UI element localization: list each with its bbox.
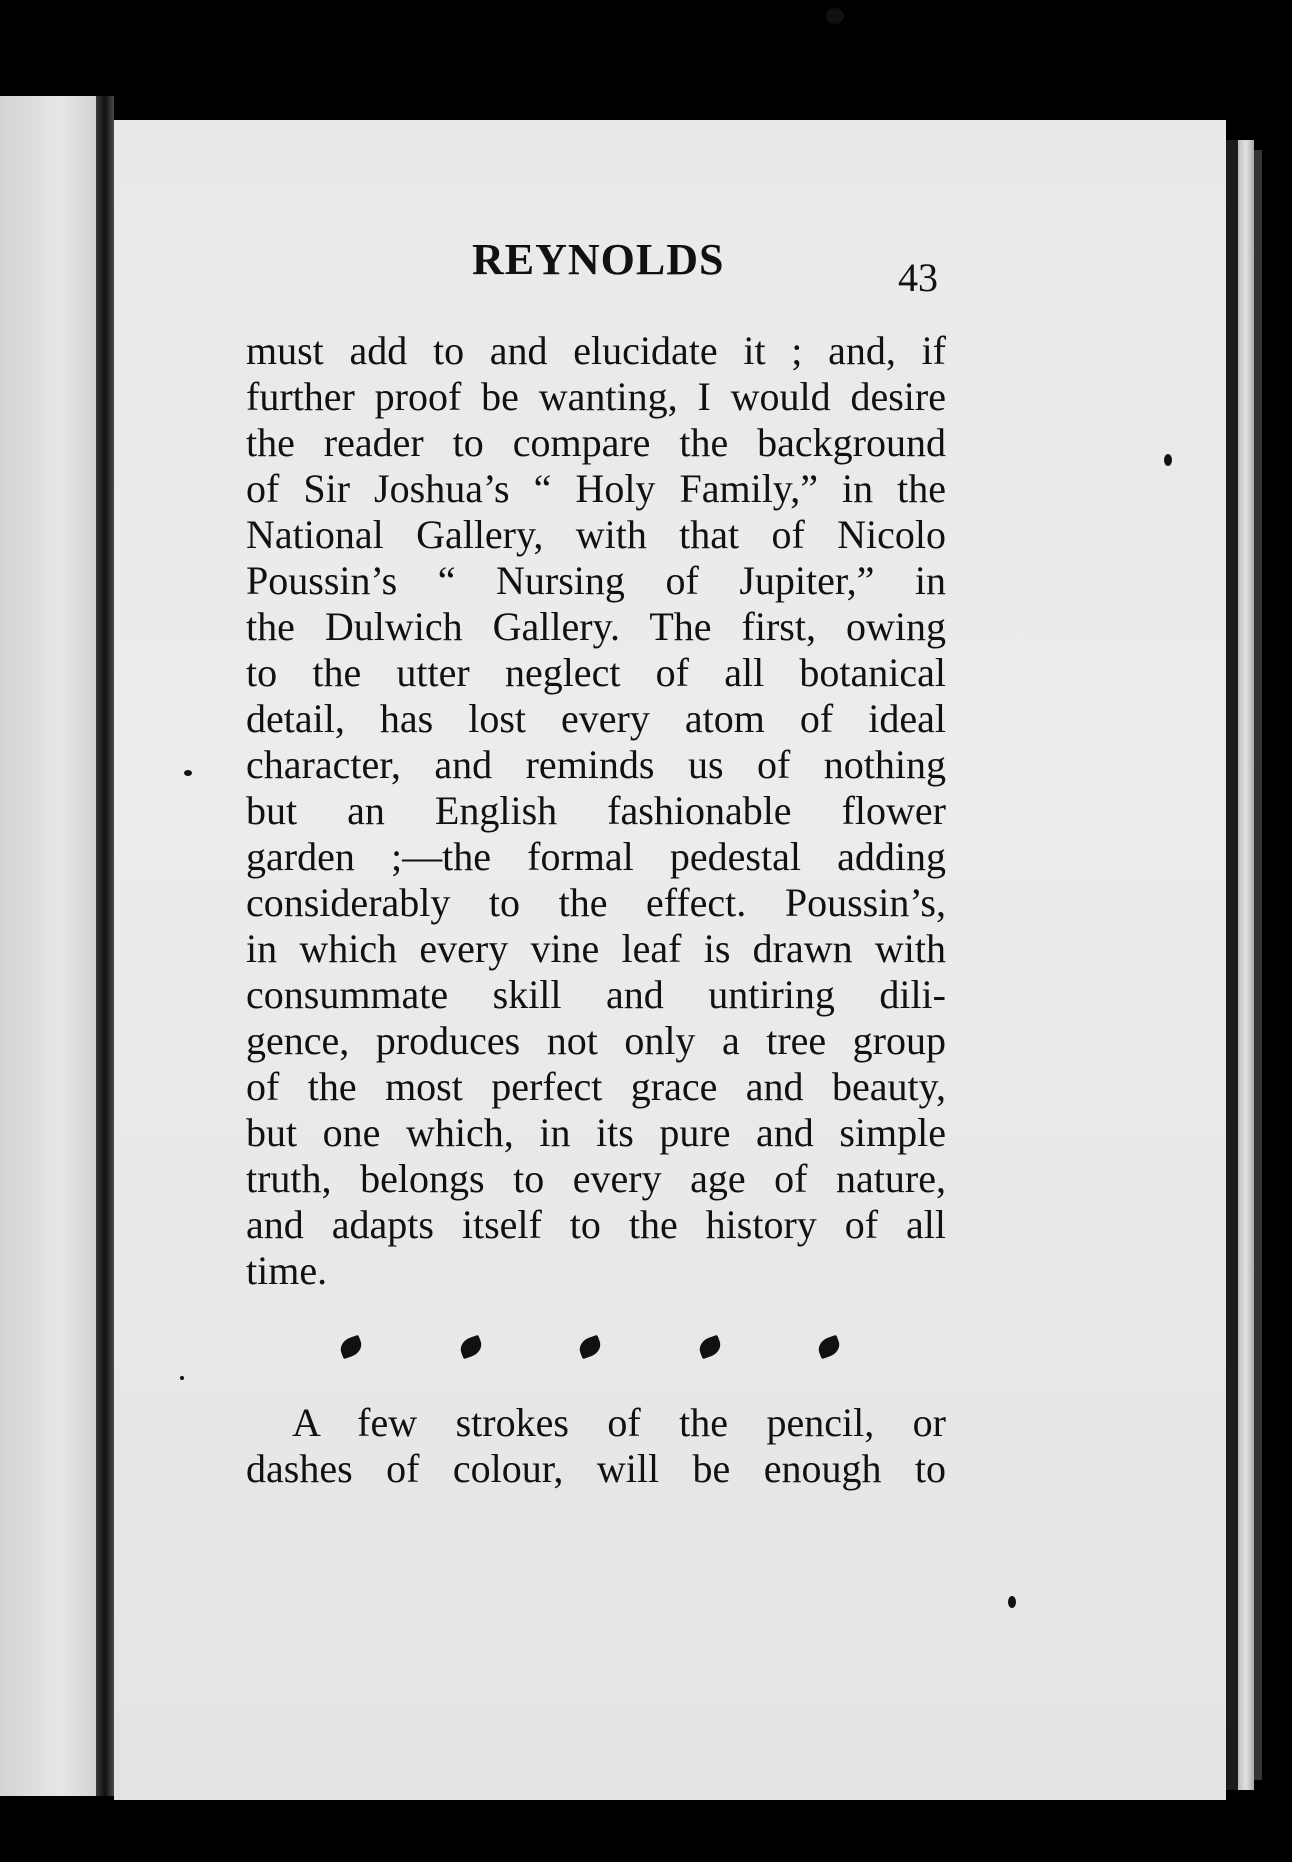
scan-speck: [180, 1376, 184, 1380]
text-line: National Gallery, with that of Nicolo: [246, 512, 946, 557]
page-stack-shadow: [1254, 150, 1262, 1780]
text-line: Poussin’s “ Nursing of Jupiter,” in: [246, 558, 946, 603]
text-line: in which every vine leaf is drawn with: [246, 926, 946, 971]
running-head: REYNOLDS: [472, 235, 725, 284]
scan-speck: [1008, 1596, 1016, 1608]
scan-speck: [1164, 454, 1172, 466]
scan-speck: [184, 770, 192, 776]
text-line: gence, produces not only a tree group: [246, 1018, 946, 1063]
paragraph-2: [246, 1400, 946, 1492]
text-line: character, and reminds us of nothing: [246, 742, 946, 787]
text-line: considerably to the effect. Poussin’s,: [246, 880, 946, 925]
text-line: but an English fashionable flower: [246, 788, 946, 833]
text-line: further proof be wanting, I would desire: [246, 374, 946, 419]
section-break-ornaments: [340, 1338, 840, 1356]
text-line: must add to and elucidate it ; and, if: [246, 328, 946, 373]
leaf-ornament-icon: [457, 1335, 484, 1359]
text-line: truth, belongs to every age of nature,: [246, 1156, 946, 1201]
paragraph-1: [246, 328, 946, 1294]
leaf-ornament-icon: [577, 1335, 604, 1359]
text-line: the Dulwich Gallery. The first, owing: [246, 604, 946, 649]
text-line: and adapts itself to the history of all: [246, 1202, 946, 1247]
leaf-ornament-icon: [816, 1335, 843, 1359]
book-gutter: [96, 96, 114, 1796]
leaf-ornament-icon: [696, 1335, 723, 1359]
page-edge-shadow: [1226, 140, 1238, 1790]
scan-speck: [826, 8, 844, 24]
text-line: dashes of colour, will be enough to: [246, 1446, 946, 1491]
text-line: detail, has lost every atom of ideal: [246, 696, 946, 741]
text-line: A few strokes of the pencil, or: [292, 1400, 946, 1445]
text-line: but one which, in its pure and simple: [246, 1110, 946, 1155]
page-stack-edge: [1238, 140, 1254, 1790]
text-line: time.: [246, 1248, 328, 1293]
text-line: garden ;—the formal pedestal adding: [246, 834, 946, 879]
page-number: 43: [898, 255, 938, 300]
text-line: to the utter neglect of all botanical: [246, 650, 946, 695]
text-line: of Sir Joshua’s “ Holy Family,” in the: [246, 466, 946, 511]
text-line: the reader to compare the background: [246, 420, 946, 465]
text-line: of the most perfect grace and beauty,: [246, 1064, 946, 1109]
text-line: consummate skill and untiring dili-: [246, 972, 946, 1017]
leaf-ornament-icon: [338, 1335, 365, 1359]
